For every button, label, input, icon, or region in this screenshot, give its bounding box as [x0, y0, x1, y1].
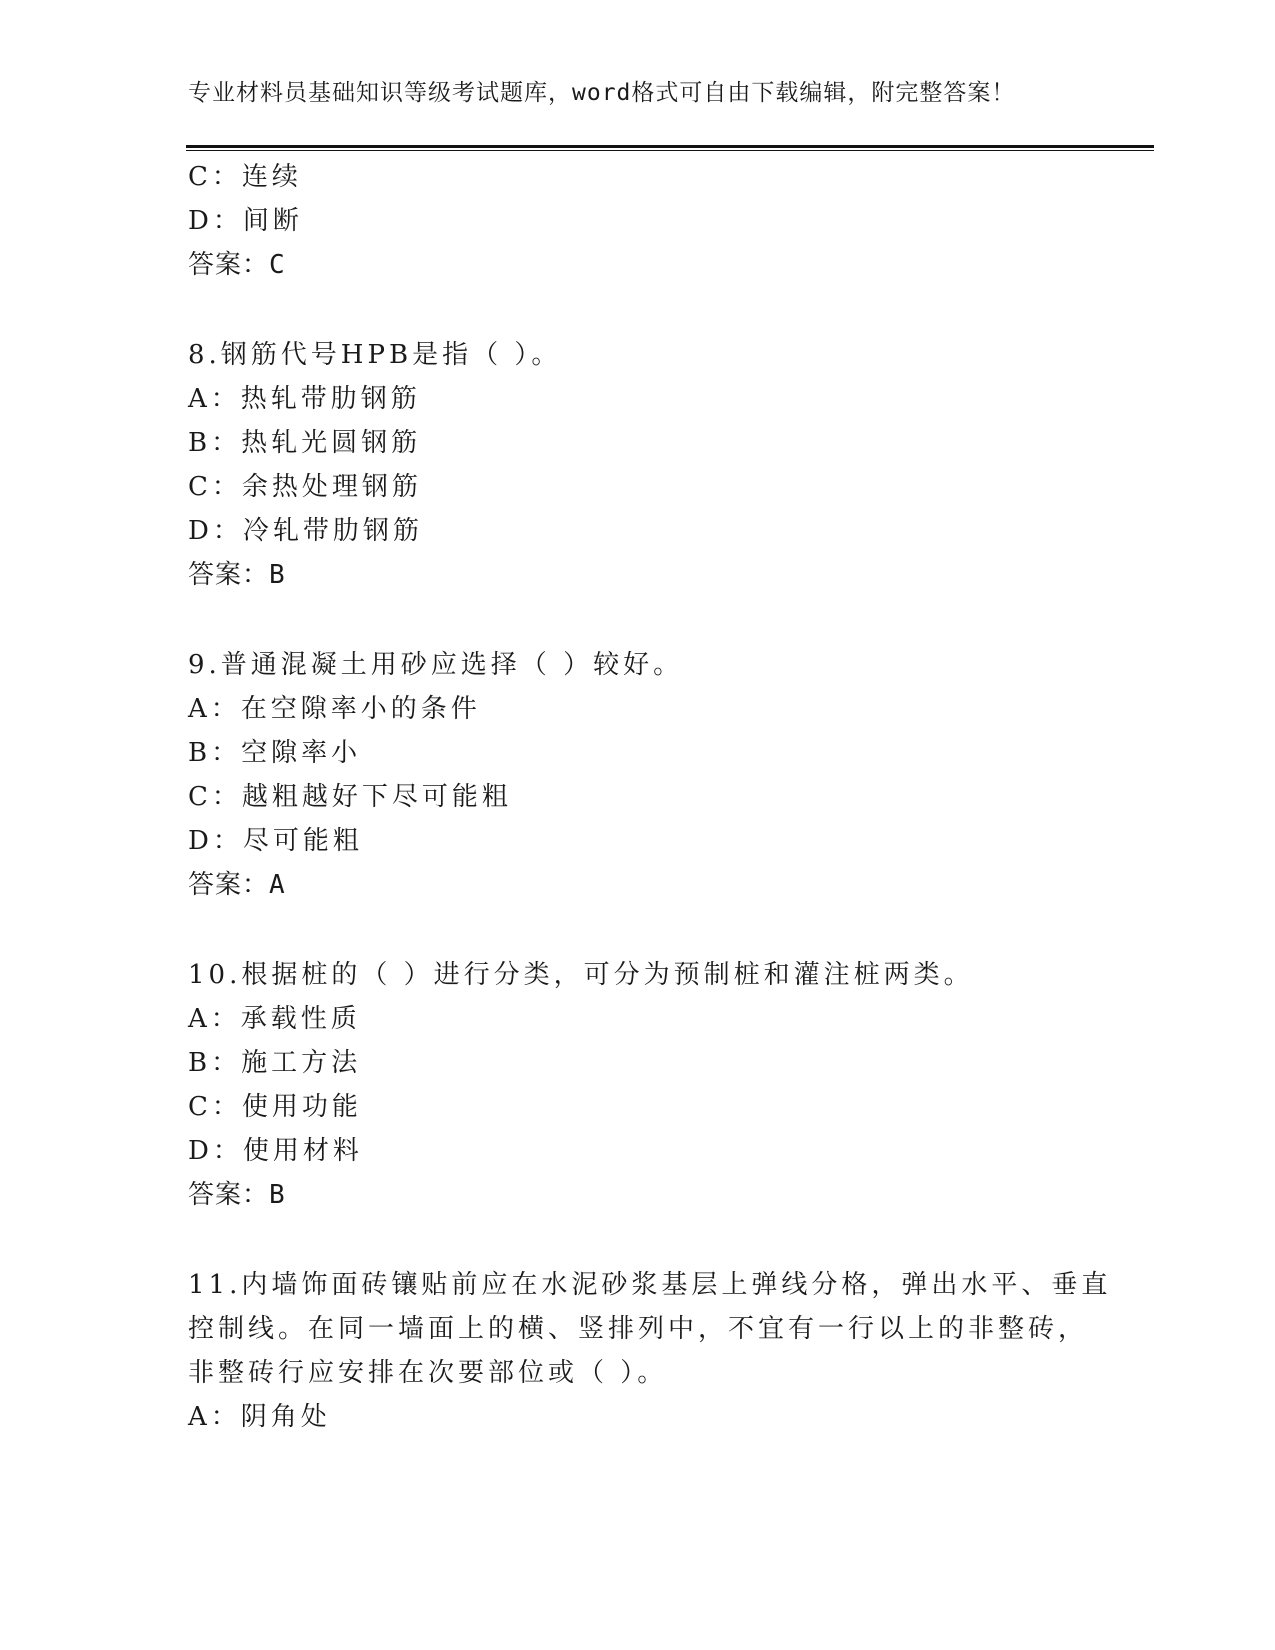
question-stem: 10.根据桩的（ ）进行分类，可分为预制桩和灌注桩两类。 — [188, 960, 974, 990]
option-line: C：连续 — [188, 162, 302, 192]
answer-line: 答案：A — [188, 870, 286, 900]
option-line: B：空隙率小 — [188, 738, 362, 768]
option-line: A：承载性质 — [188, 1004, 361, 1034]
question-stem: 控制线。在同一墙面上的横、竖排列中，不宜有一行以上的非整砖， — [188, 1314, 1089, 1344]
option-line: A：热轧带肋钢筋 — [188, 384, 421, 414]
answer-line: 答案：B — [188, 560, 286, 590]
option-line: C：越粗越好下尽可能粗 — [188, 782, 512, 812]
option-line: D：尽可能粗 — [188, 826, 363, 856]
question-stem: 11.内墙饰面砖镶贴前应在水泥砂浆基层上弹线分格，弹出水平、垂直 — [188, 1270, 1112, 1300]
question-stem: 8.钢筋代号HPB是指（ ）。 — [188, 340, 562, 370]
question-stem: 非整砖行应安排在次要部位或（ ）。 — [188, 1358, 668, 1388]
option-line: B：施工方法 — [188, 1048, 362, 1078]
option-line: D：使用材料 — [188, 1136, 363, 1166]
question-stem: 9.普通混凝土用砂应选择（ ）较好。 — [188, 650, 684, 680]
option-line: C：余热处理钢筋 — [188, 472, 422, 502]
option-line: B：热轧光圆钢筋 — [188, 428, 422, 458]
answer-line: 答案：C — [188, 250, 286, 280]
option-line: D：冷轧带肋钢筋 — [188, 516, 423, 546]
option-line: C：使用功能 — [188, 1092, 362, 1122]
option-line: D：间断 — [188, 206, 303, 236]
header-rule-thick — [186, 145, 1154, 148]
page-header: 专业材料员基础知识等级考试题库，word格式可自由下载编辑，附完整答案！ — [188, 80, 1016, 106]
option-line: A：阴角处 — [188, 1402, 331, 1432]
answer-line: 答案：B — [188, 1180, 286, 1210]
header-rule-thin — [186, 150, 1154, 151]
option-line: A：在空隙率小的条件 — [188, 694, 481, 724]
